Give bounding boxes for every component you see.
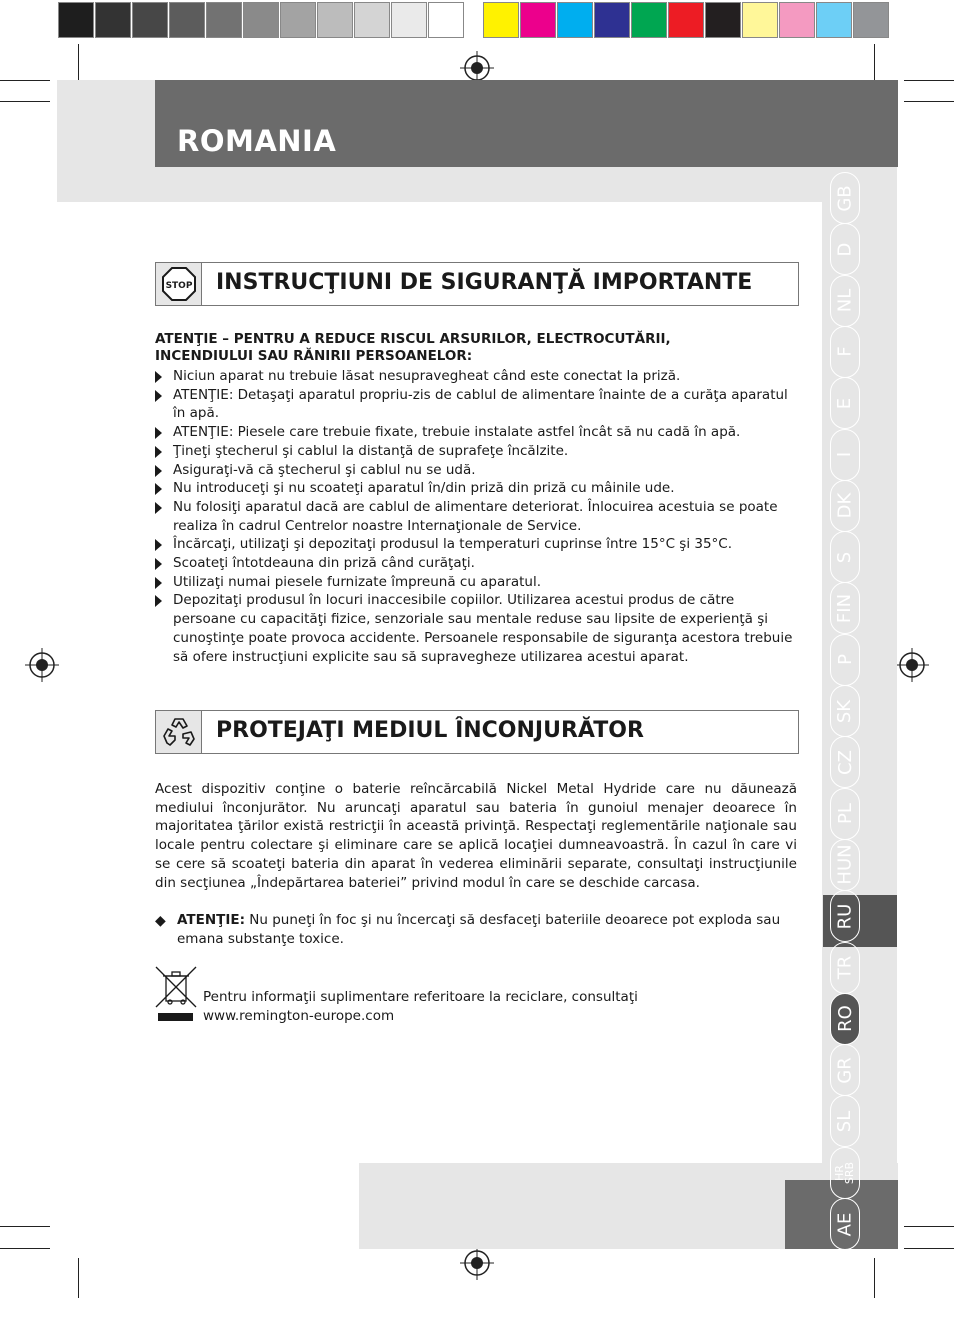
language-tab-label: F [834, 346, 856, 358]
language-tab-sl[interactable] [830, 1095, 860, 1147]
calibration-swatch [132, 2, 168, 38]
safety-item: Asiguraţi-vă că ştecherul şi cablul nu se udă. [155, 461, 797, 480]
language-tab-i[interactable] [830, 429, 860, 481]
crop-mark [904, 1248, 954, 1249]
safety-item: Încărcaţi, utilizaţi şi depozitaţi produsul la temperaturi cuprinse între 15°C şi 35°C. [155, 535, 797, 554]
safety-item: Depozitaţi produsul în locuri inaccesibile copiilor. Utilizarea acestui produs de către persoane cu capacităţi fizice, senzoriale sau mentale reduse sau lipsite de experienţă şi cunoştinţe poate provoca accidente. Persoanele responsabile de siguranţa acestora trebuie să ofere instrucţiuni explicite sau să supravegheze utilizarea acestui aparat. [155, 591, 797, 666]
language-tab-dk[interactable] [830, 480, 860, 532]
safety-list [155, 367, 797, 666]
color-calibration-bar [483, 2, 890, 38]
language-tab-e[interactable] [830, 377, 860, 429]
calibration-swatch [853, 2, 889, 38]
language-tab-gr[interactable] [830, 1044, 860, 1096]
language-tab-label: NL [834, 288, 856, 313]
safety-warning-heading [155, 331, 797, 365]
safety-item: Nu introduceţi şi nu scoateţi aparatul în/din priză din priză cu mâinile ude. [155, 479, 797, 498]
language-tab-label: HUN [834, 844, 856, 885]
safety-item: Nu folosiţi aparatul dacă are cablul de alimentare deteriorat. Înlocuirea acestuia se poate realiza în cadrul Centrelor noastre Internaţionale de Service. [155, 498, 797, 535]
language-tab-hun[interactable] [830, 839, 860, 891]
environment-title: PROTEJAŢI MEDIUL ÎNCONJURĂTOR [216, 718, 644, 743]
environment-paragraph: Acest dispozitiv conţine o baterie reîncărcabilă Nickel Metal Hydride care nu dăunează mediului înconjurător. Nu aruncaţi aparatul sau bateria în gunoiul menajer deoarece în majoritatea ţărilor există restricţii în această privinţă. Respectaţi reglementările naţionale sau locale pentru colectare şi eliminare care se aplică locaţiei dumneavoastră. În cazul în care vi se cere să scoateţi bateria din aparat în vederea eliminării separate, consultaţi instrucţiunile din secţiunea „Îndepărtarea bateriei” privind modul în care se deschide carcasa. [155, 781, 797, 891]
calibration-swatch [668, 2, 704, 38]
language-tab-label: FIN [834, 593, 856, 623]
recycling-link[interactable]: www.remington-europe.com [203, 1008, 395, 1024]
recycle-box [156, 711, 202, 753]
calibration-swatch [354, 2, 390, 38]
safety-item: Utilizaţi numai piesele furnizate împreună cu aparatul. [155, 573, 797, 592]
language-tab-label: SL [834, 1110, 856, 1133]
calibration-swatch [594, 2, 630, 38]
calibration-swatch [317, 2, 353, 38]
language-tab-label: RO [834, 1005, 856, 1033]
language-tab-label: GR [834, 1056, 856, 1084]
warning-diamond-icon: ◆ [155, 913, 166, 929]
language-tab-label: TR [834, 955, 856, 980]
crop-mark [874, 1258, 875, 1298]
page-title: ROMANIA [177, 124, 337, 158]
crop-mark [874, 44, 875, 84]
language-tab-label: I [834, 451, 856, 458]
caution-label: ATENŢIE: [177, 912, 245, 928]
safety-section-header [155, 262, 799, 306]
language-tab-pl[interactable] [830, 788, 860, 840]
crop-mark [0, 1248, 50, 1249]
recycle-icon [161, 714, 197, 750]
calibration-swatch [243, 2, 279, 38]
recycling-info [155, 966, 755, 1030]
calibration-swatch [206, 2, 242, 38]
language-tab-label: PL [834, 803, 856, 825]
safety-item: Niciun aparat nu trebuie lăsat nesupravegheat când este conectat la priză. [155, 367, 797, 386]
calibration-swatch [557, 2, 593, 38]
language-tab-label: P [834, 654, 856, 666]
language-tab-label: DK [834, 492, 856, 519]
calibration-swatch [280, 2, 316, 38]
language-tab-label: RU [834, 903, 856, 930]
safety-title: INSTRUCŢIUNI DE SIGURANŢĂ IMPORTANTE [216, 270, 753, 295]
crop-mark [904, 1226, 954, 1227]
crop-mark [78, 1258, 79, 1298]
language-tab-p[interactable] [830, 634, 860, 686]
crop-mark [904, 101, 954, 102]
grey-calibration-bar [58, 2, 465, 38]
stop-sign-label: STOP [165, 281, 192, 291]
crop-mark [0, 80, 50, 81]
safety-item: Ţineţi ştecherul şi cablul la distanţă de suprafeţe încălzite. [155, 442, 797, 461]
recycling-text [203, 988, 638, 1026]
calibration-swatch [631, 2, 667, 38]
calibration-swatch [95, 2, 131, 38]
calibration-swatch [169, 2, 205, 38]
calibration-swatch [816, 2, 852, 38]
language-tab-label: D [834, 242, 856, 257]
registration-mark-icon [25, 648, 59, 682]
calibration-swatch [483, 2, 519, 38]
title-bar [155, 80, 898, 167]
language-tab-label: SK [834, 699, 856, 723]
language-tab-s[interactable] [830, 531, 860, 583]
crossed-bin-icon [155, 966, 199, 1026]
language-tab-ae[interactable] [830, 1198, 860, 1250]
safety-item: Scoateţi întotdeauna din priză când curăţaţi. [155, 554, 797, 573]
stop-sign-icon [162, 267, 196, 301]
crop-mark [78, 44, 79, 84]
language-tab-label: S [834, 551, 856, 563]
warning-line-2: INCENDIULUI SAU RĂNIRII PERSOANELOR: [155, 348, 473, 364]
language-tab-label: E [834, 397, 856, 409]
caution-text: Nu puneţi în foc şi nu încercaţi să desfaceţi bateriile deoarece pot exploda sau emana substanţe toxice. [177, 912, 781, 947]
language-tab-hr-srb[interactable] [830, 1147, 860, 1199]
language-tab-cz[interactable] [830, 736, 860, 788]
safety-item: ATENŢIE: Piesele care trebuie fixate, trebuie instalate astfel încât să nu cadă în apă. [155, 423, 797, 442]
crop-mark [0, 1226, 50, 1227]
language-tab-gb[interactable] [830, 172, 860, 224]
calibration-swatch [779, 2, 815, 38]
language-tab-fin[interactable] [830, 582, 860, 634]
registration-mark-icon [460, 1246, 494, 1280]
language-tab-label: HR SRB [832, 1161, 856, 1184]
battery-caution [155, 911, 819, 948]
language-tab-nl[interactable] [830, 275, 860, 327]
language-tab-f[interactable] [830, 326, 860, 378]
stop-sign-box [156, 263, 202, 305]
calibration-swatch [520, 2, 556, 38]
language-tab-ru[interactable] [830, 890, 860, 942]
language-tab-d[interactable] [830, 223, 860, 275]
language-tab-sk[interactable] [830, 685, 860, 737]
language-tab-label: GB [834, 184, 856, 212]
warning-line-1: ATENŢIE – PENTRU A REDUCE RISCUL ARSURILOR, ELECTROCUTĂRII, [155, 331, 671, 347]
crop-mark [0, 101, 50, 102]
calibration-swatch [705, 2, 741, 38]
language-tab-tr[interactable] [830, 942, 860, 994]
calibration-swatch [428, 2, 464, 38]
safety-content [155, 331, 797, 666]
crop-mark [904, 80, 954, 81]
calibration-swatch [391, 2, 427, 38]
language-tab-label: AE [834, 1212, 856, 1236]
environment-section-header [155, 710, 799, 754]
calibration-swatch [58, 2, 94, 38]
language-tab-label: CZ [834, 749, 856, 775]
recycling-line-1: Pentru informaţii suplimentare referitoare la reciclare, consultaţi [203, 989, 638, 1005]
registration-mark-icon [895, 648, 929, 682]
calibration-swatch [742, 2, 778, 38]
safety-item: ATENŢIE: Detaşaţi aparatul propriu-zis de cablul de alimentare înainte de a curăţa aparatul în apă. [155, 386, 797, 423]
language-tab-ro[interactable] [830, 993, 860, 1045]
